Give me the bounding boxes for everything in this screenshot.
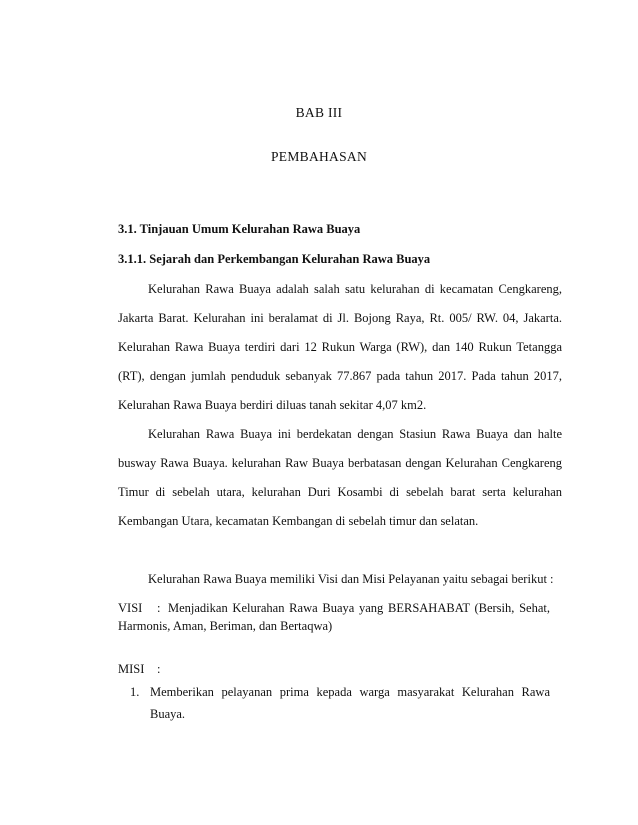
paragraph-2-line: Kelurahan Rawa Buaya ini berdekatan dengan Stasiun Rawa Buaya dan halte bbox=[148, 427, 562, 441]
paragraph-2-line: busway Rawa Buaya. kelurahan Raw Buaya berbatasan dengan Kelurahan Cengkareng bbox=[118, 456, 562, 470]
paragraph-1-line: Jakarta Barat. Kelurahan ini beralamat di Jl. Bojong Raya, Rt. 005/ RW. 04, Jakarta. bbox=[118, 311, 562, 325]
misi-item-number: 1. bbox=[130, 685, 140, 699]
misi-item-text-line: Buaya. bbox=[150, 707, 186, 721]
paragraph-2-line: Kembangan Utara, kecamatan Kembangan di sebelah timur dan selatan. bbox=[118, 514, 479, 528]
paragraph-1-line: Kelurahan Rawa Buaya terdiri dari 12 Rukun Warga (RW), dan 140 Rukun Tetangga bbox=[118, 340, 562, 354]
misi-item-text-line: Memberikan pelayanan prima kepada warga masyarakat Kelurahan Rawa bbox=[150, 685, 550, 699]
paragraph-2-line: Timur di sebelah utara, kelurahan Duri Kosambi di sebelah barat serta kelurahan bbox=[118, 485, 562, 499]
visi-label: VISI bbox=[118, 601, 143, 615]
chapter-label: BAB III bbox=[295, 105, 343, 120]
visi-misi-intro: Kelurahan Rawa Buaya memiliki Visi dan Misi Pelayanan yaitu sebagai berikut : bbox=[148, 572, 554, 586]
paragraph-1-line: (RT), dengan jumlah penduduk sebanyak 77.867 pada tahun 2017. Pada tahun 2017, bbox=[118, 369, 562, 383]
visi-text-line: Harmonis, Aman, Beriman, dan Bertaqwa) bbox=[118, 619, 333, 633]
chapter-title: PEMBAHASAN bbox=[270, 149, 368, 164]
visi-colon: : bbox=[157, 601, 161, 615]
paragraph-1-line: Kelurahan Rawa Buaya berdiri diluas tanah sekitar 4,07 km2. bbox=[118, 398, 427, 412]
section-heading-3-1: 3.1. Tinjauan Umum Kelurahan Rawa Buaya bbox=[118, 222, 361, 236]
misi-label: MISI bbox=[118, 662, 145, 676]
section-heading-3-1-1: 3.1.1. Sejarah dan Perkembangan Kelurahan Rawa Buaya bbox=[118, 252, 431, 266]
visi-text-line: Menjadikan Kelurahan Rawa Buaya yang BERSAHABAT (Bersih, Sehat, bbox=[168, 601, 550, 615]
misi-colon: : bbox=[157, 662, 161, 676]
paragraph-1-line: Kelurahan Rawa Buaya adalah salah satu kelurahan di kecamatan Cengkareng, bbox=[148, 282, 562, 296]
